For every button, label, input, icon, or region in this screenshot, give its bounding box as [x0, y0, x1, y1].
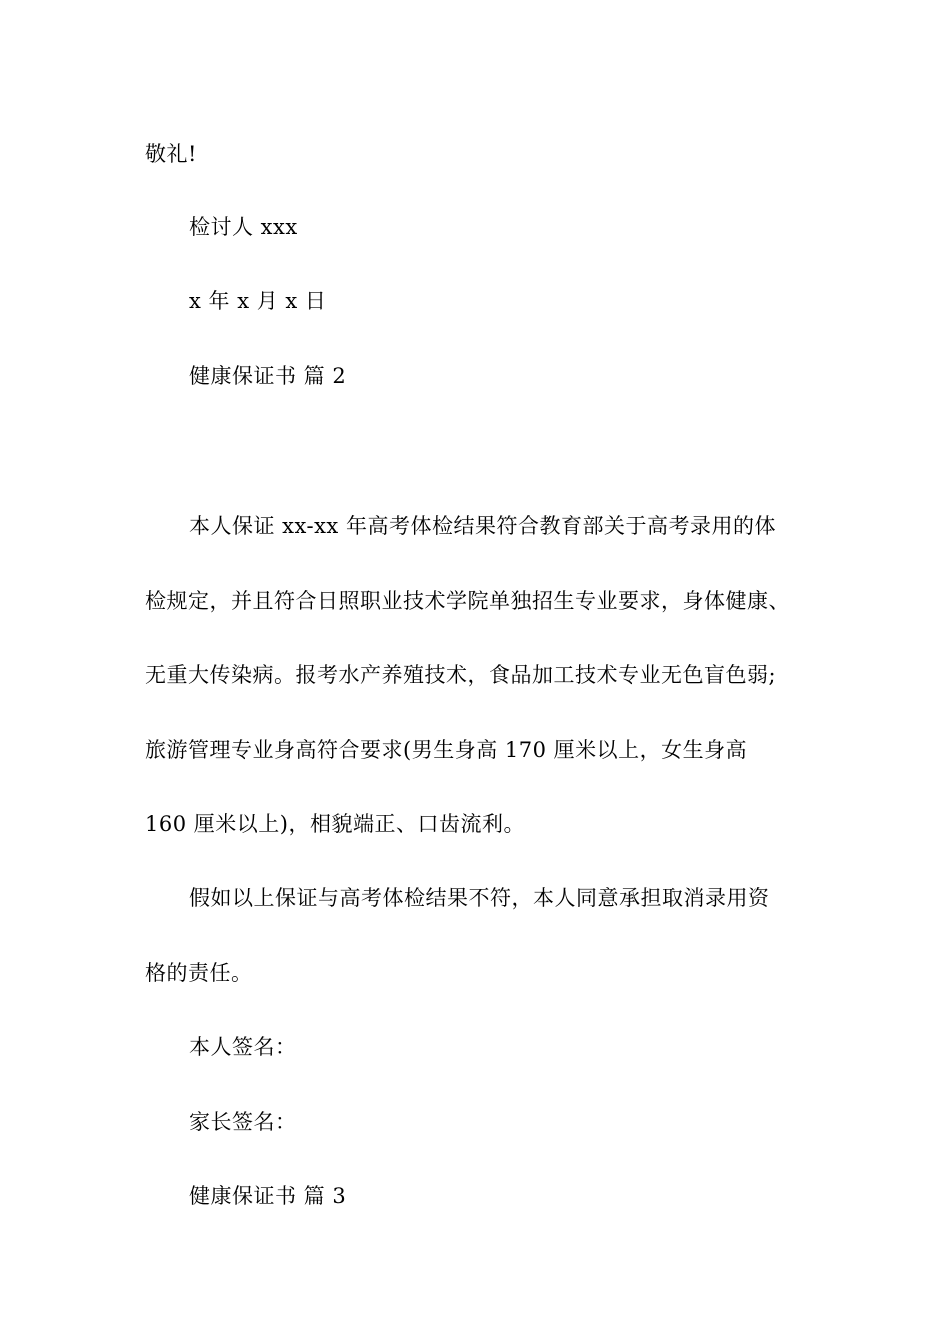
section-title-3: 健康保证书 篇 3	[189, 1184, 347, 1208]
closing-salutation: 敬礼!	[145, 142, 197, 166]
paragraph-2-line-2: 格的责任。	[145, 961, 253, 985]
self-signature-label: 本人签名：	[189, 1035, 297, 1059]
section-title-2: 健康保证书 篇 2	[189, 364, 347, 388]
paragraph-1-line-2: 检规定，并且符合日照职业技术学院单独招生专业要求，身体健康、	[145, 589, 790, 613]
date-line: x 年 x 月 x 日	[189, 289, 327, 313]
paragraph-1-line-5: 160 厘米以上)，相貌端正、口齿流利。	[145, 812, 525, 836]
paragraph-1-line-3: 无重大传染病。报考水产养殖技术，食品加工技术专业无色盲色弱;	[145, 663, 777, 687]
parent-signature-label: 家长签名：	[189, 1110, 297, 1134]
signer-line: 检讨人 xxx	[189, 215, 298, 239]
paragraph-1-line-1: 本人保证 xx-xx 年高考体检结果符合教育部关于高考录用的体	[189, 514, 776, 538]
paragraph-2-line-1: 假如以上保证与高考体检结果不符，本人同意承担取消录用资	[189, 886, 770, 910]
paragraph-1-line-4: 旅游管理专业身高符合要求(男生身高 170 厘米以上，女生身高	[145, 738, 748, 762]
